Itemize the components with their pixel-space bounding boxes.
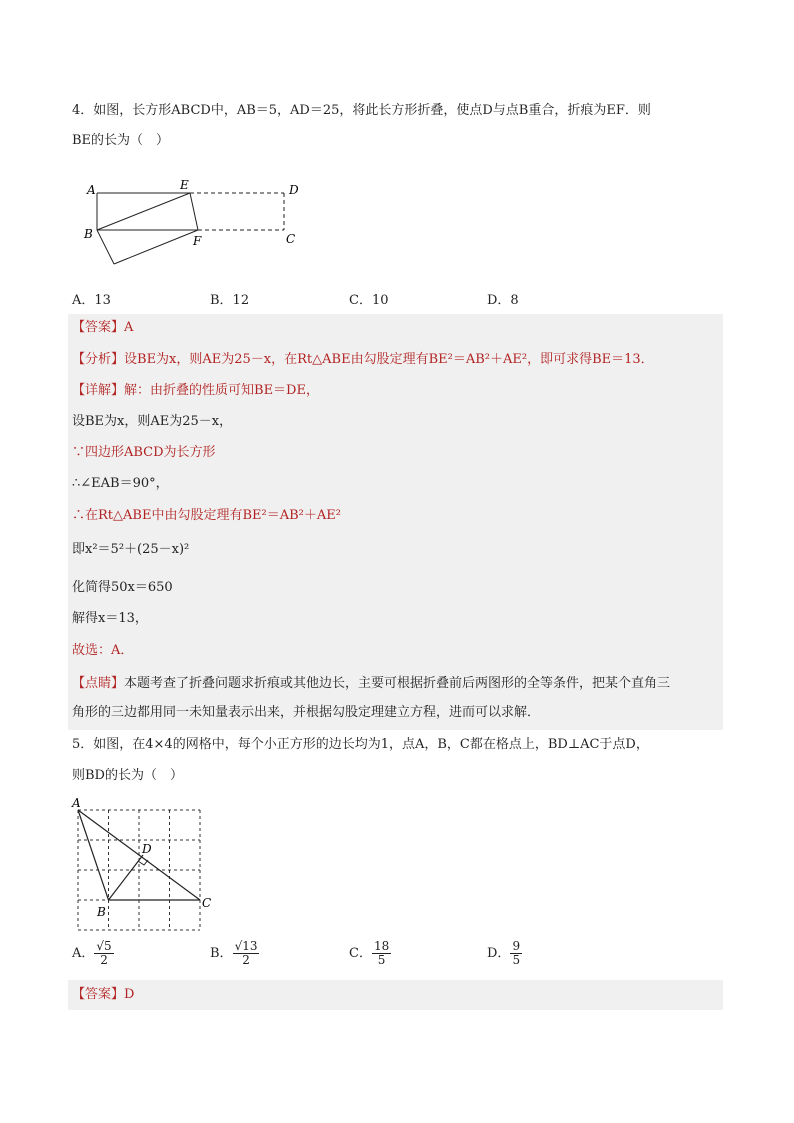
label-F: F — [193, 234, 202, 248]
q5-option-d-fraction — [510, 940, 522, 967]
q4-step-3: ∴∠EAB＝90°， — [72, 476, 169, 491]
answer-tag: 【答案】 — [72, 320, 125, 335]
q5-option-a-fraction — [94, 940, 113, 967]
segment-EF — [190, 193, 198, 230]
label-B: B — [97, 905, 106, 919]
q5-answer-line — [72, 986, 134, 1004]
q4-step-4-text: ∴在Rt△ABE中由勾股定理有BE²＝AB²＋AE² — [72, 508, 341, 523]
segment-fold-2 — [114, 230, 198, 264]
q5-option-c — [349, 940, 391, 967]
q5-answer-tag: 【答案】 — [72, 987, 125, 1002]
q5-option-c-den: 5 — [377, 953, 386, 967]
q5-option-b-letter: B． — [210, 946, 233, 961]
q4-step-1: 设BE为x，则AE为25－x， — [72, 414, 233, 429]
q5-option-b — [210, 940, 259, 967]
q5-figure — [70, 795, 220, 935]
q4-answer-line — [72, 319, 133, 337]
label-C: C — [286, 232, 296, 246]
q5-answer-value: D — [124, 987, 135, 1002]
q5-option-a-den: 2 — [100, 953, 108, 967]
q4-step-4 — [72, 507, 341, 525]
detail-tag: 【详解】 — [72, 383, 125, 398]
q4-option-c: C．10 — [349, 293, 389, 308]
q4-figure — [80, 176, 310, 268]
q4-option-b: B．12 — [210, 293, 250, 308]
label-A: A — [87, 183, 96, 197]
q5-option-d-num: 9 — [512, 939, 521, 953]
label-C: C — [202, 896, 212, 910]
q4-stem-line1: 4．如图，长方形ABCD中，AB＝5，AD＝25，将此长方形折叠，使点D与点B重合，折痕为EF．则 — [72, 103, 651, 118]
comment-text-1: 本题考查了折叠问题求折痕或其他边长，主要可根据折叠前后两图形的全等条件，把某个直角三 — [124, 676, 671, 691]
segment-AB — [78, 810, 109, 900]
q4-step-6: 化简得50x＝650 — [72, 580, 173, 595]
q5-answer-panel — [68, 980, 723, 1010]
label-D: D — [289, 183, 299, 197]
label-E: E — [180, 178, 189, 192]
answer-value: A — [124, 320, 134, 335]
q5-stem-line1: 5．如图，在4×4的网格中，每个小正方形的边长均为1，点A，B，C都在格点上，BD⊥AC于点D， — [72, 737, 649, 752]
q5-option-c-letter: C． — [349, 946, 372, 961]
q5-option-a-letter: A． — [72, 946, 95, 961]
q5-stem-line2: 则BD的长为（ ） — [72, 768, 183, 783]
q5-option-c-num: 18 — [373, 939, 390, 953]
q4-analysis-line — [72, 351, 654, 369]
comment-tag: 【点睛】 — [72, 676, 125, 691]
analysis-tag: 【分析】 — [72, 352, 125, 367]
segment-BD — [109, 855, 144, 900]
q4-step-8: 故选：A． — [72, 643, 134, 658]
detail-first: 解：由折叠的性质可知BE＝DE， — [124, 383, 319, 398]
segment-BE — [97, 193, 190, 230]
q4-step-7: 解得x＝13， — [72, 611, 148, 626]
q4-stem-line2: BE的长为（ ） — [72, 133, 170, 148]
q4-step-2: ∵四边形ABCD为长方形 — [72, 445, 216, 460]
label-A: A — [72, 796, 81, 810]
q5-option-b-fraction — [233, 940, 260, 967]
q5-option-b-num: √13 — [234, 939, 258, 953]
q4-option-a: A．13 — [72, 293, 111, 308]
segment-fold-1 — [97, 230, 114, 264]
q4-step-5: 即x²＝5²＋(25－x)² — [72, 542, 190, 557]
label-B: B — [84, 227, 93, 241]
q5-option-b-den: 2 — [242, 953, 250, 967]
q5-option-d — [487, 940, 522, 967]
q4-option-d: D．8 — [487, 293, 519, 308]
q4-detail-line — [72, 382, 319, 400]
analysis-text: 设BE为x，则AE为25－x，在Rt△ABE由勾股定理有BE²＝AB²＋AE²，即可求得BE＝13． — [124, 352, 654, 367]
q5-option-a — [72, 940, 114, 967]
label-D: D — [142, 842, 152, 856]
q5-option-d-den: 5 — [512, 953, 521, 967]
q5-option-d-letter: D． — [487, 946, 511, 961]
q5-option-c-fraction — [372, 940, 391, 967]
q4-comment-line2: 角形的三边都用同一未知量表示出来，并根据勾股定理建立方程，进而可以求解． — [72, 705, 541, 720]
q4-comment-line1 — [72, 675, 670, 693]
q5-option-a-num: √5 — [96, 939, 112, 953]
